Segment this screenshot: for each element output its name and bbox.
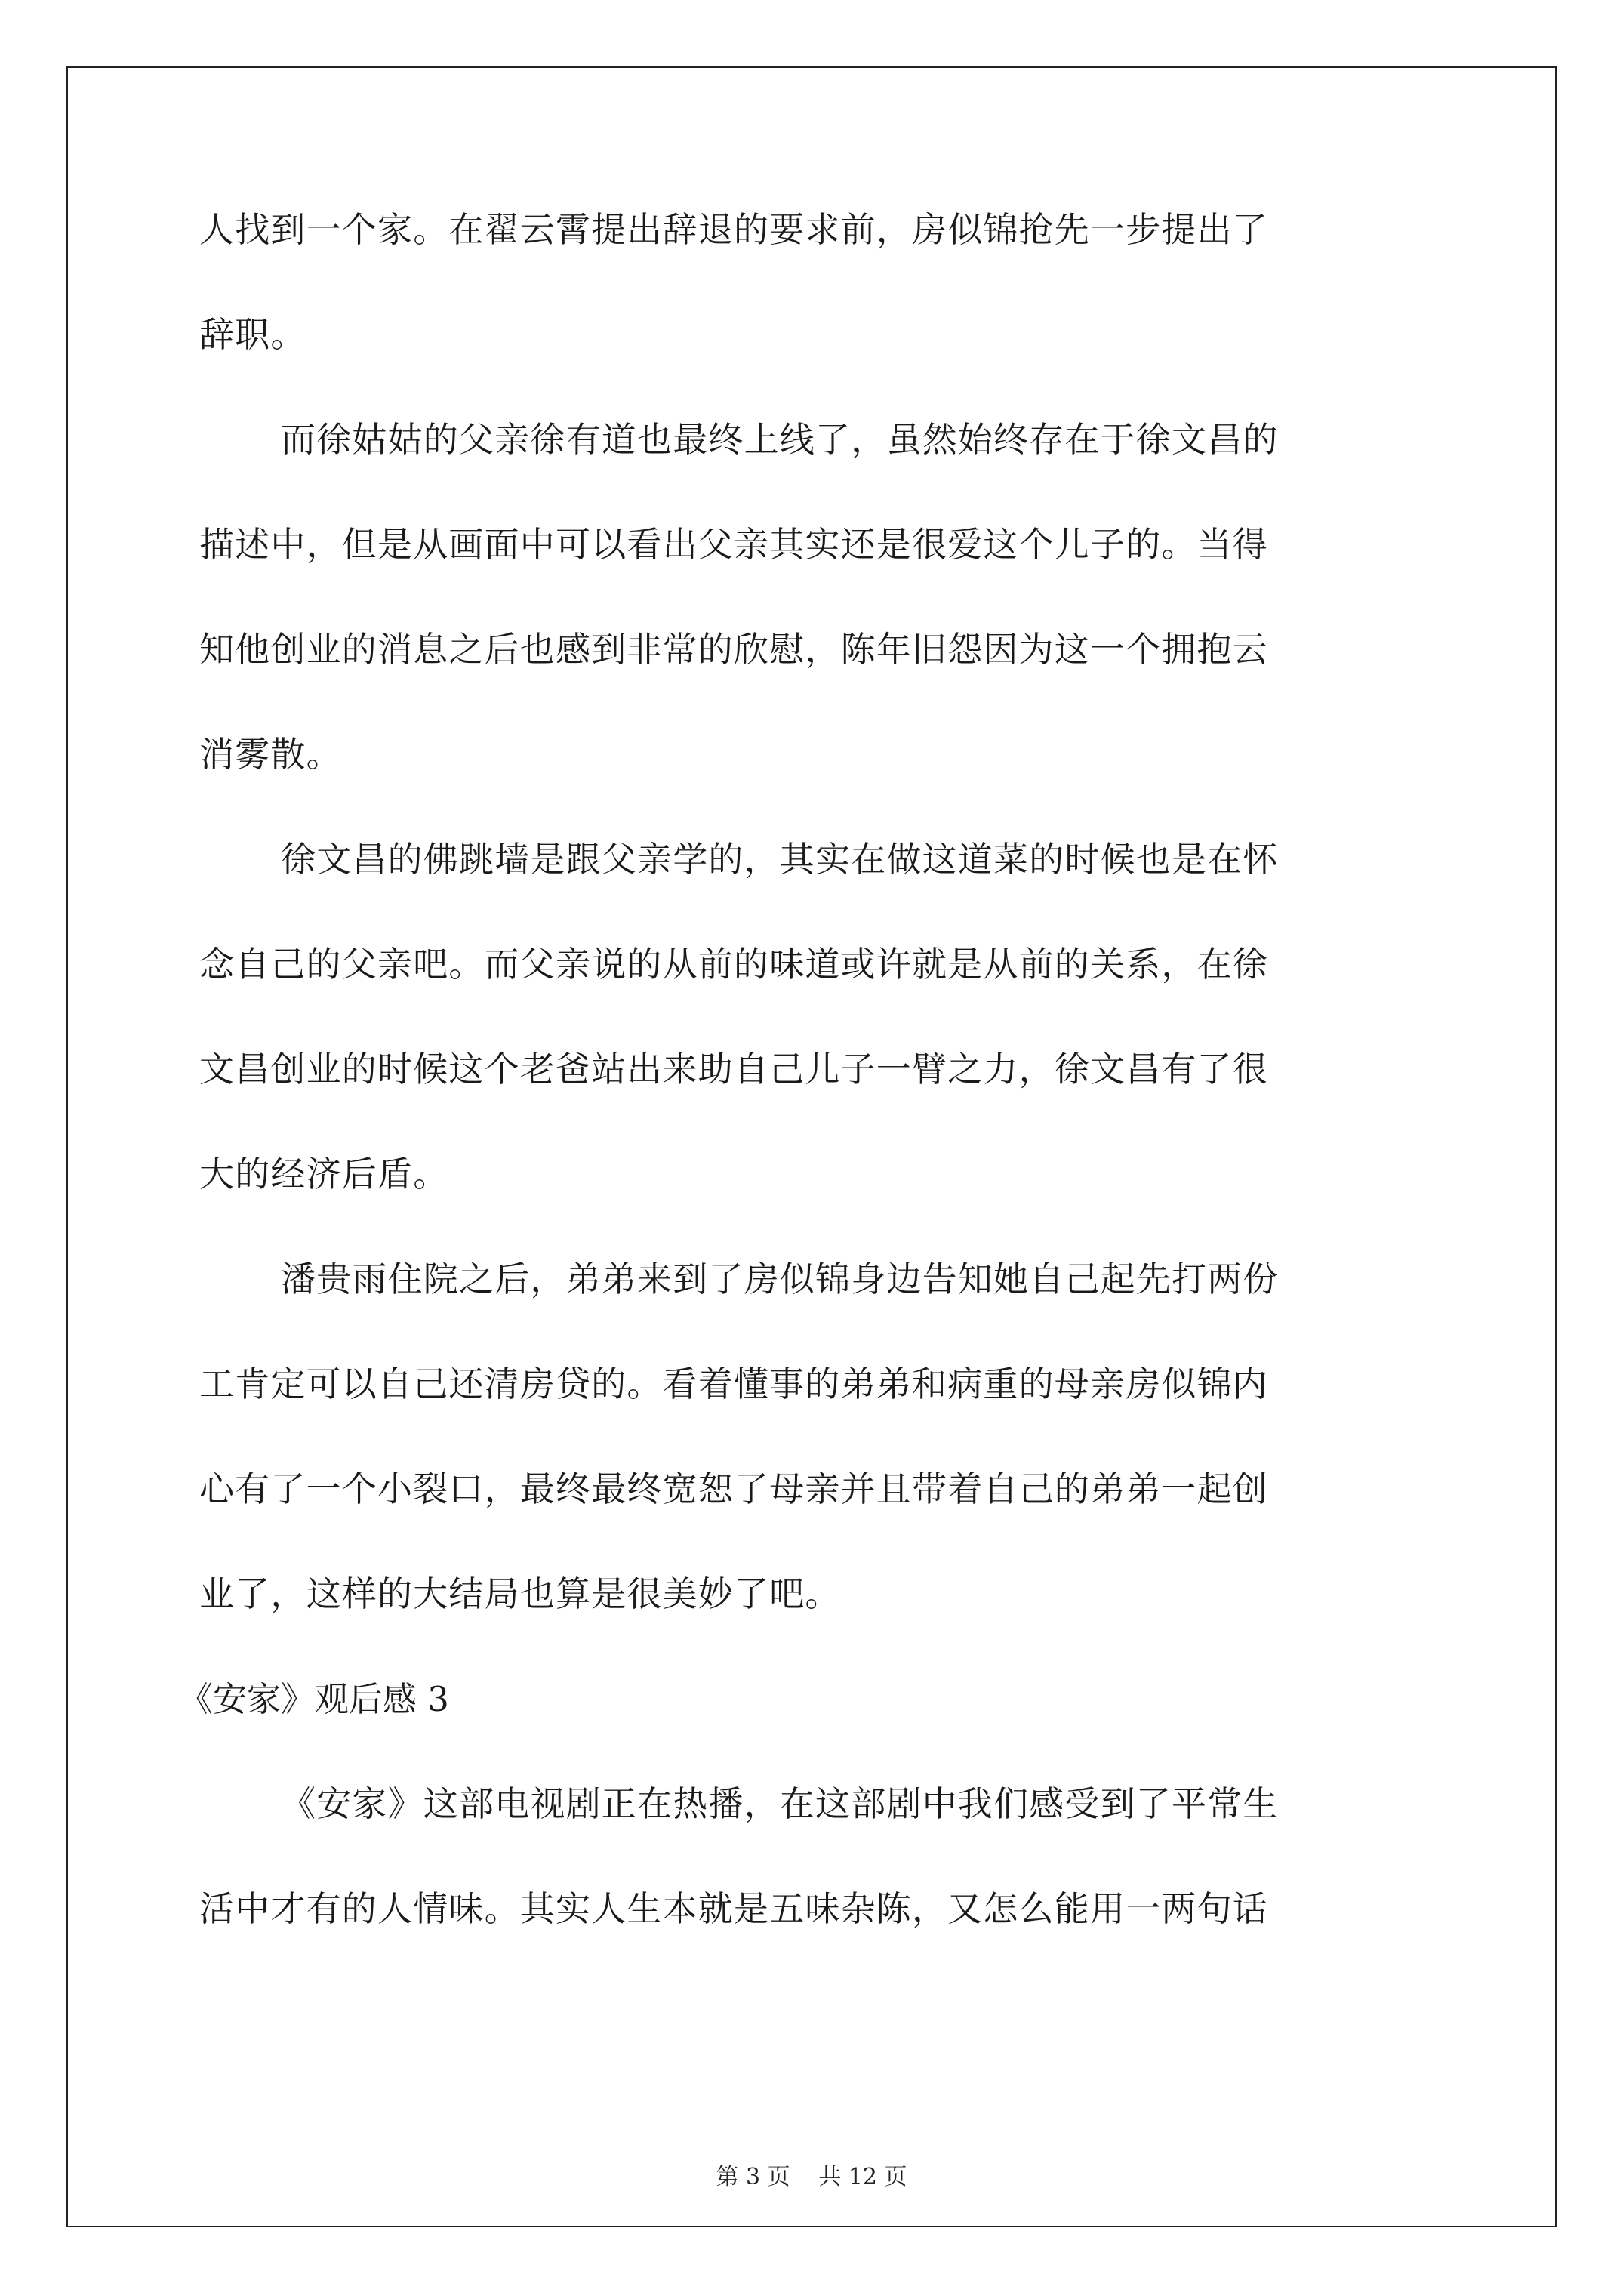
body-line: 工肯定可以自己还清房贷的。看着懂事的弟弟和病重的母亲房似锦内 (199, 1364, 1268, 1404)
body-line: 人找到一个家。在翟云霄提出辞退的要求前，房似锦抢先一步提出了 (199, 209, 1268, 250)
body-line: 大的经济后盾。 (199, 1154, 449, 1194)
body-line: 消雾散。 (199, 734, 342, 775)
body-line: 而徐姑姑的父亲徐有道也最终上线了，虽然始终存在于徐文昌的 (281, 419, 1279, 460)
body-line: 念自己的父亲吧。而父亲说的从前的味道或许就是从前的关系，在徐 (199, 944, 1268, 985)
body-line: 辞职。 (199, 314, 306, 355)
body-line: 徐文昌的佛跳墙是跟父亲学的，其实在做这道菜的时候也是在怀 (281, 839, 1279, 880)
body-line: 心有了一个小裂口，最终最终宽恕了母亲并且带着自己的弟弟一起创 (199, 1469, 1268, 1509)
page-footer (0, 2162, 1623, 2193)
body-line: 业了，这样的大结局也算是很美妙了吧。 (199, 1573, 841, 1614)
page-total: 共 12 页 (818, 2164, 907, 2190)
body-line: 描述中，但是从画面中可以看出父亲其实还是很爱这个儿子的。当得 (199, 524, 1268, 565)
section-heading: 《安家》观后感 3 (179, 1679, 449, 1719)
body-line: 文昌创业的时候这个老爸站出来助自己儿子一臂之力，徐文昌有了很 (199, 1049, 1268, 1089)
document-body (179, 205, 1424, 1989)
body-line: 活中才有的人情味。其实人生本就是五味杂陈，又怎么能用一两句话 (199, 1888, 1268, 1929)
page-number: 第 3 页 (716, 2164, 790, 2190)
body-line: 《安家》这部电视剧正在热播，在这部剧中我们感受到了平常生 (281, 1783, 1279, 1824)
body-line: 潘贵雨住院之后，弟弟来到了房似锦身边告知她自己起先打两份 (281, 1259, 1279, 1299)
body-line: 知他创业的消息之后也感到非常的欣慰，陈年旧怨因为这一个拥抱云 (199, 629, 1268, 670)
